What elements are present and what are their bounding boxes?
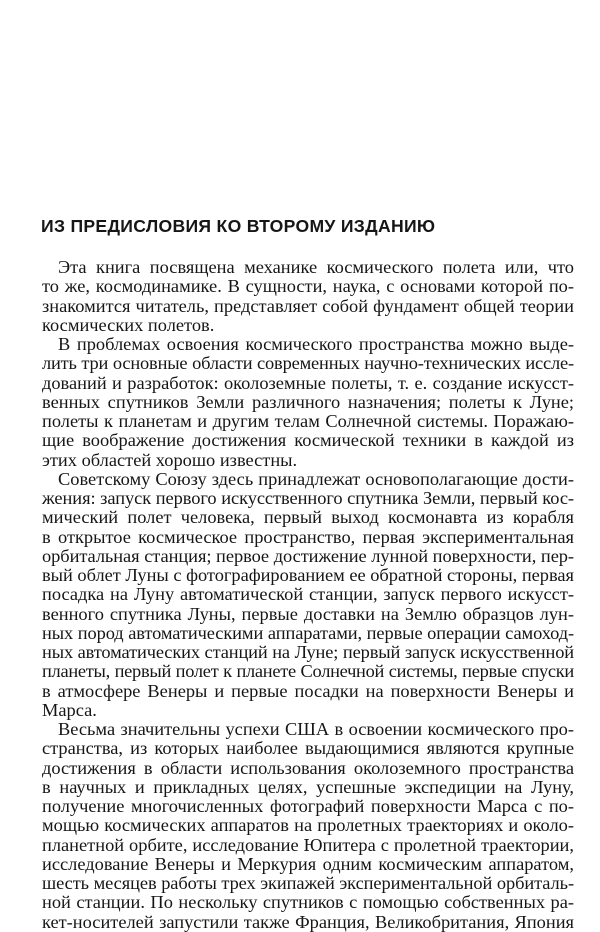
body-text <box>42 258 574 932</box>
text-line: Эта книга посвящена механике космического полета или, что <box>58 257 574 277</box>
text-line: планетной орбите, исследование Юпитера с пролетной траектории, <box>42 834 574 855</box>
text-line: Весьма значительны успехи США в освоении космического про- <box>58 719 574 739</box>
text-line: ной станции. По нескольку спутников с помощью собственных ра- <box>42 892 574 913</box>
text-line: полеты к планетам и другим телам Солнечной системы. Поражаю- <box>42 411 574 431</box>
paragraph-2 <box>42 335 574 470</box>
text-line: жения: запуск первого искусственного спутника Земли, первый кос- <box>42 488 574 508</box>
text-line: знакомится читатель, представляет собой фундамент общей теории <box>42 295 574 316</box>
text-line: венного спутника Луны, первые доставки на Землю образцов лун- <box>42 603 574 624</box>
text-line: орбитальная станция; первое достижение лунной поверхности, пер- <box>42 545 574 566</box>
text-line: то же, космодинамике. В сущности, наука, с основами которой по- <box>42 276 574 297</box>
text-line: странства, из которых наиболее выдающимися являются крупные <box>42 738 574 759</box>
text-line: в научных и прикладных целях, успешные экспедиции на Луну, <box>42 776 574 797</box>
text-line: дований и разработок: околоземные полеты, т. е. создание искусст- <box>42 372 574 393</box>
paragraph-4 <box>42 720 574 932</box>
text-line: достижения в области использования околоземного пространства <box>42 757 574 778</box>
text-line: получение многочисленных фотографий поверхности Марса с по- <box>42 796 574 816</box>
paragraph-1 <box>42 258 574 335</box>
text-line: мощью космических аппаратов на пролетных траекториях и около- <box>42 815 574 836</box>
text-line: венных спутников Земли различного назначения; полеты к Луне; <box>42 391 574 412</box>
text-line: планеты, первый полет к планете Солнечной системы, первые спуски <box>42 661 574 682</box>
text-line: щие воображение достижения космической техники в каждой из <box>42 430 574 451</box>
text-line: лить три основные области современных научно-технических иссле- <box>42 353 574 374</box>
text-line: В проблемах освоения космического пространства можно выде- <box>58 334 574 354</box>
text-line: мический полет человека, первый выход космонавта из корабля <box>42 507 574 528</box>
text-line: Марса. <box>42 699 97 720</box>
text-line: исследование Венеры и Меркурия одним космическим аппаратом, <box>42 853 574 874</box>
text-line: кет-носителей запустили также Франция, Великобритания, Япония <box>42 911 574 932</box>
text-line: космических полетов. <box>42 314 215 335</box>
paragraph-3 <box>42 470 574 720</box>
text-line: в атмосфере Венеры и первые посадки на поверхности Венеры и <box>42 680 574 701</box>
text-line: шесть месяцев работы трех экипажей экспериментальной орбиталь- <box>42 873 574 893</box>
text-line: ных автоматических станций на Луне; первый запуск искусственной <box>42 642 574 662</box>
text-line: вый облет Луны с фотографированием ее обратной стороны, первая <box>42 565 574 585</box>
section-heading: ИЗ ПРЕДИСЛОВИЯ КО ВТОРОМУ ИЗДАНИЮ <box>41 216 436 236</box>
text-line: этих областей хорошо известны. <box>42 449 298 470</box>
text-line: Советскому Союзу здесь принадлежат основополагающие дости- <box>58 468 574 489</box>
text-line: в открытое космическое пространство, первая экспериментальная <box>42 526 574 547</box>
text-line: ных пород автоматическими аппаратами, первые операции самоход- <box>42 622 574 643</box>
text-line: посадка на Луну автоматической станции, запуск первого искусст- <box>42 584 574 605</box>
